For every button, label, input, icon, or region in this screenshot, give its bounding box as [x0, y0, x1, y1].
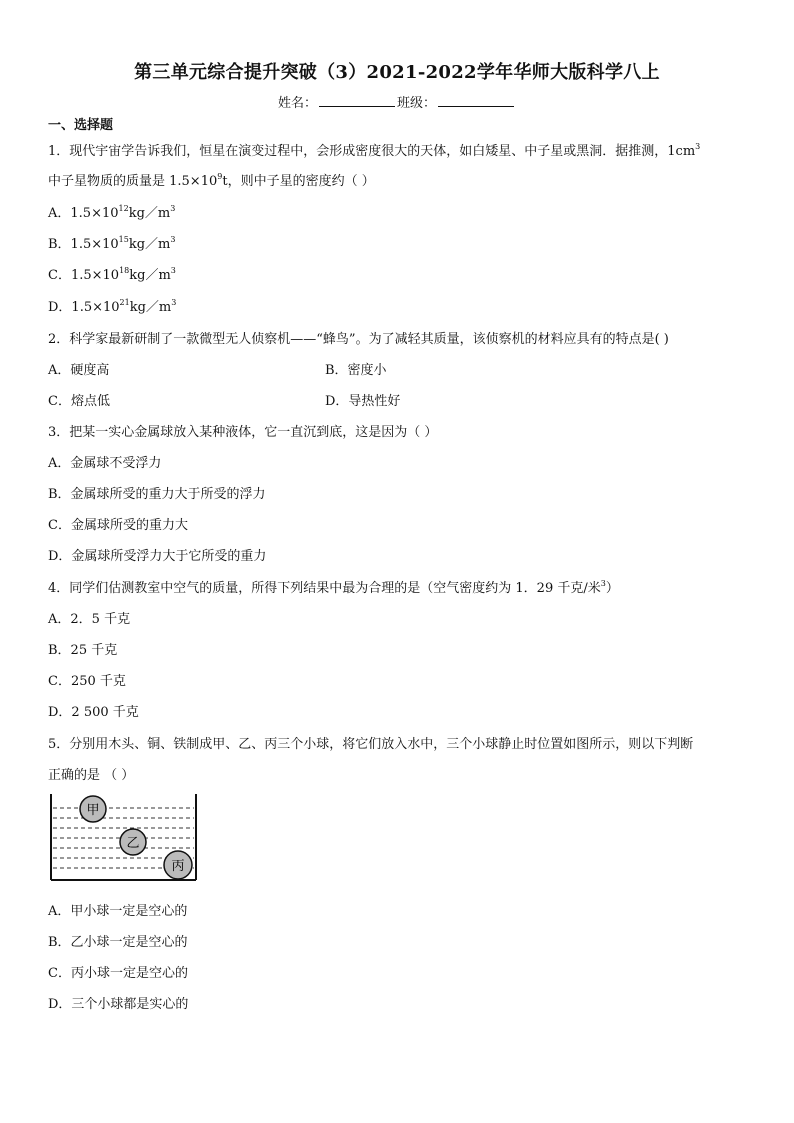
question-5-option-d: D．三个小球都是实心的: [48, 997, 189, 1012]
question-3-option-c: C．金属球所受的重力大: [48, 518, 188, 533]
question-4-option-a: A．2．5 千克: [48, 612, 131, 627]
question-5-option-c: C．丙小球一定是空心的: [48, 966, 188, 981]
name-blank[interactable]: [319, 94, 395, 107]
question-4-option-b: B．25 千克: [48, 643, 118, 658]
question-2-option-a: A．硬度高: [48, 363, 110, 378]
page-title: 第三单元综合提升突破（3）2021-2022学年华师大版科学八上: [134, 62, 660, 83]
question-2-option-c: C．熔点低: [48, 394, 110, 409]
question-2-stem: 2．科学家最新研制了一款微型无人侦察机——“蜂鸟”。为了减轻其质量，该侦察机的材料应具有的特点是( ): [48, 332, 669, 347]
question-5-line-2: 正确的是 （ ）: [48, 768, 135, 783]
name-label: 姓名：: [277, 96, 317, 111]
ball-yi-label: 乙: [126, 836, 140, 851]
question-1-option-b: B．$1.5\times 10^{15}kg/m^3$: [48, 235, 176, 252]
ball-yi: [120, 829, 146, 855]
ball-jia: [80, 796, 106, 822]
question-5-option-b: B．乙小球一定是空心的: [48, 935, 188, 950]
question-5-line-1: 5．分别用木头、铜、铁制成甲、乙、丙三个小球，将它们放入水中，三个小球静止时位置如图所示，则以下判断: [48, 737, 694, 752]
ball-bing: [164, 851, 192, 879]
question-3-stem: 3．把某一实心金属球放入某种液体，它一直沉到底，这是因为（ ）: [48, 425, 438, 440]
question-1-option-a: A．$1.5\times 10^{12}kg/m^3$: [48, 204, 176, 221]
question-1-option-d: D．$1.5\times 10^{21}kg/m^3$: [48, 298, 177, 315]
question-2-option-b: B．密度小: [325, 363, 387, 378]
question-2-option-d: D．导热性好: [325, 394, 401, 409]
water-tank-figure: [48, 792, 200, 884]
question-1-line-1: 1．现代宇宙学告诉我们，恒星在演变过程中，会形成密度很大的天体，如白矮星、中子星或黑洞．据推测，$1cm^3$: [48, 142, 701, 159]
question-5-option-a: A．甲小球一定是空心的: [48, 904, 188, 919]
question-3-option-b: B．金属球所受的重力大于所受的浮力: [48, 487, 266, 502]
section-title: 一、选择题: [48, 118, 114, 133]
question-4-option-d: D．2 500 千克: [48, 705, 139, 720]
question-1-option-c: C．$1.5\times 10^{18}kg/m^3$: [48, 266, 176, 283]
question-4-option-c: C．250 千克: [48, 674, 126, 689]
question-3-option-a: A．金属球不受浮力: [48, 456, 162, 471]
question-4-stem: 4．同学们估测教室中空气的质量，所得下列结果中最为合理的是（空气密度约为 1．29 千克/米$^3$）: [48, 579, 619, 596]
student-info-line: [0, 92, 794, 111]
question-1-line-2: 中子星物质的质量是 $1.5\times 10^9t$，则中子星的密度约（ ）: [48, 172, 375, 189]
class-label: 班级：: [397, 96, 437, 111]
question-3-option-d: D．金属球所受浮力大于它所受的重力: [48, 549, 267, 564]
ball-jia-label: 甲: [86, 803, 100, 818]
class-blank[interactable]: [438, 94, 514, 107]
ball-bing-label: 丙: [171, 859, 185, 874]
